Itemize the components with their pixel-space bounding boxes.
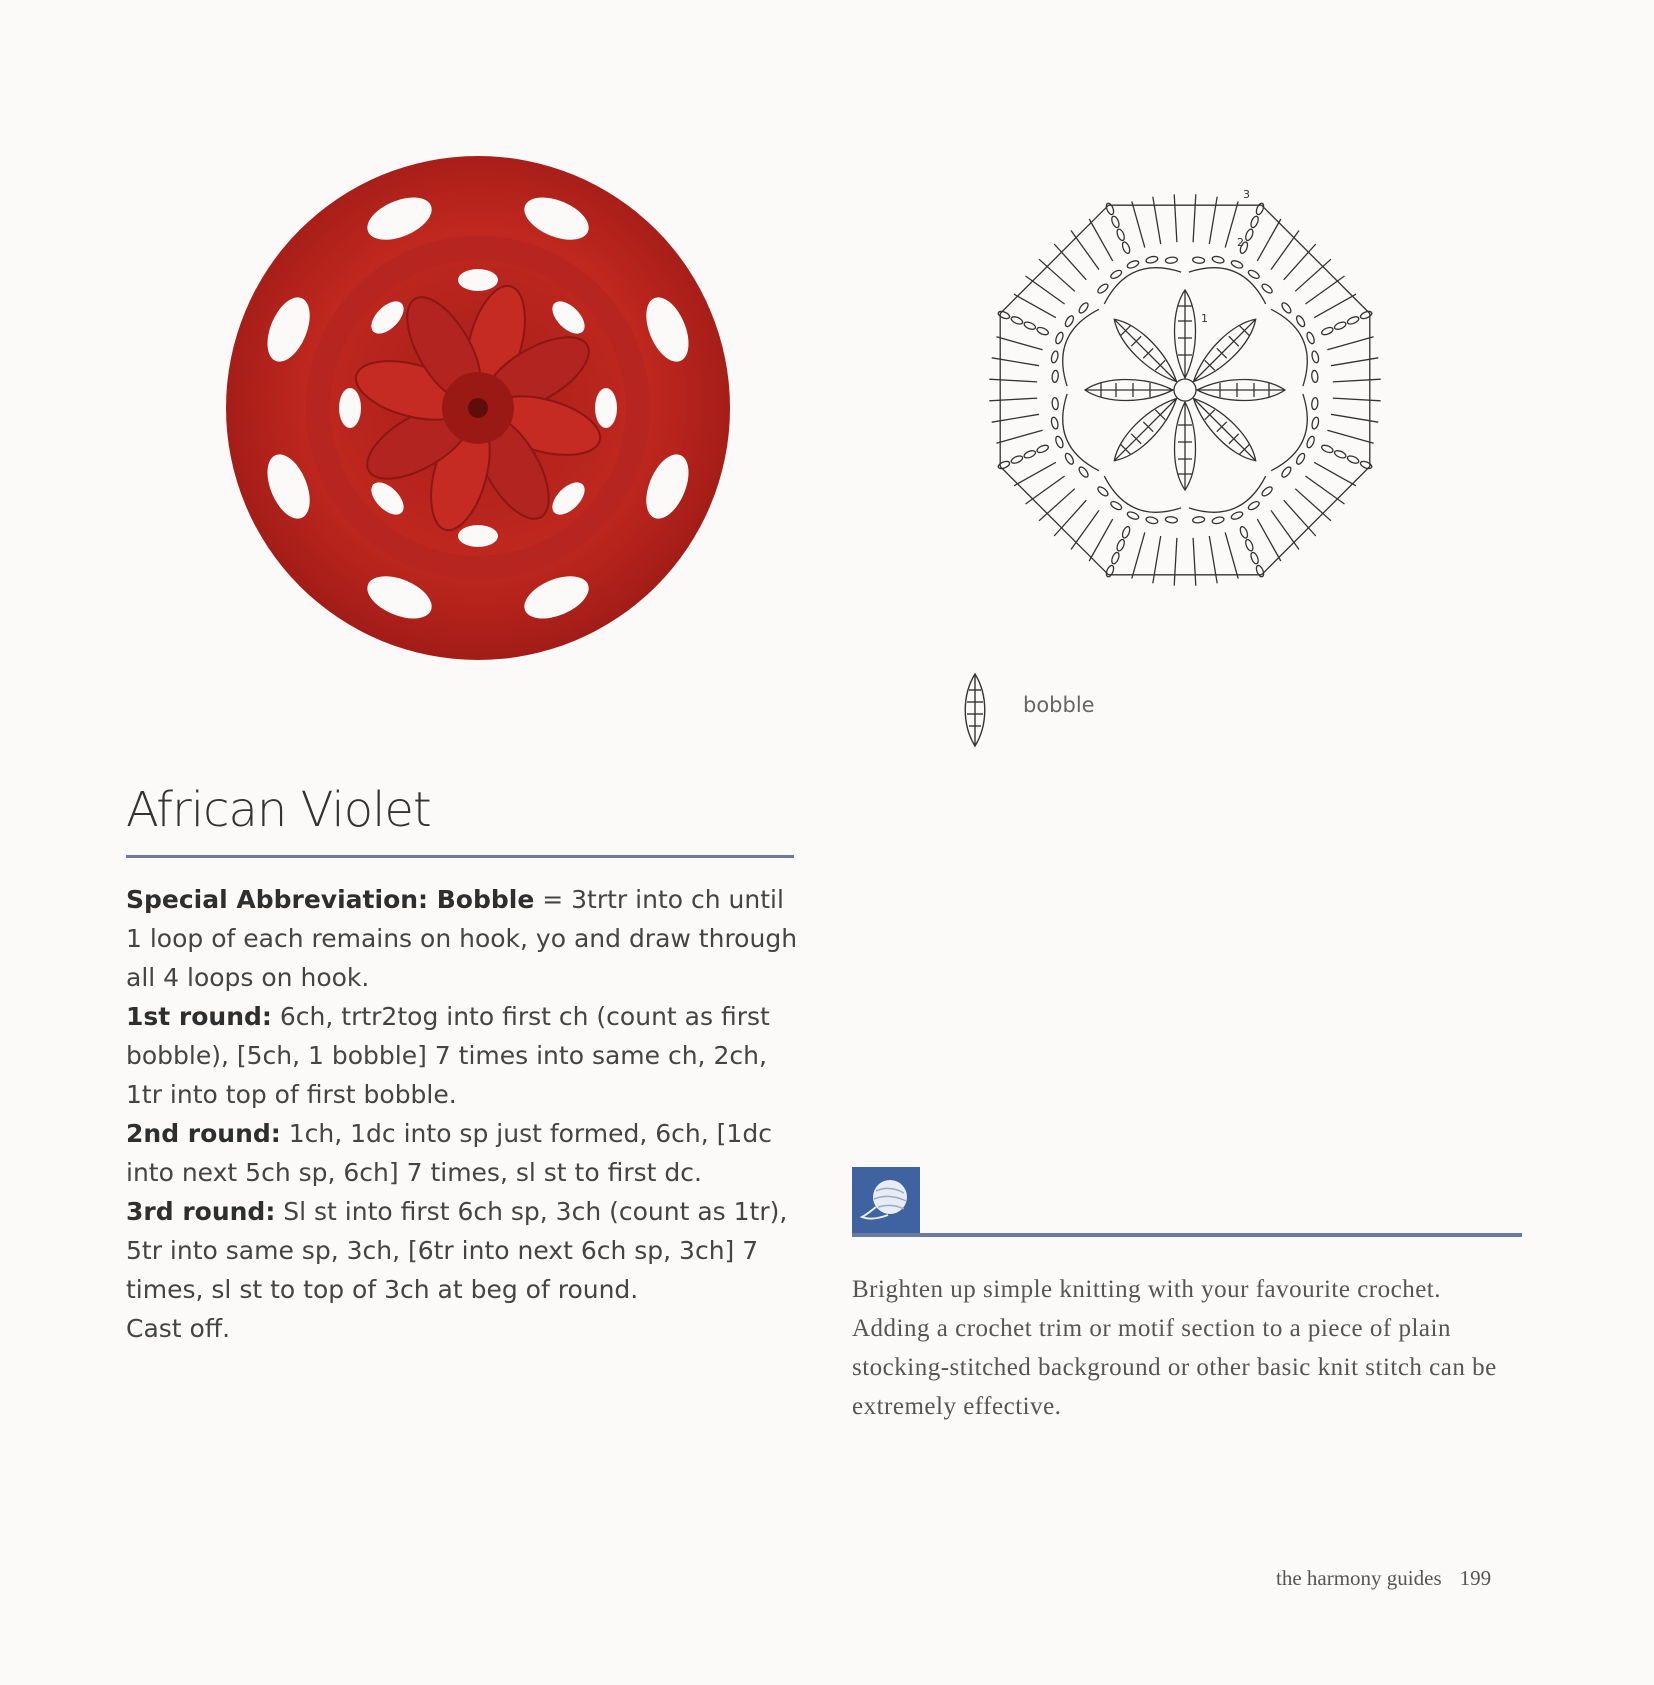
title-divider (126, 855, 794, 858)
round2-label: 2nd round: (126, 1119, 281, 1148)
round-1 (126, 997, 806, 1114)
round-label-1: 1 (1201, 312, 1208, 325)
round-label-3: 3 (1243, 188, 1250, 201)
tip-divider-left (852, 1233, 920, 1237)
round3-label: 3rd round: (126, 1197, 276, 1226)
series-name: the harmony guides (1276, 1566, 1442, 1590)
pattern-title: African Violet (126, 782, 431, 838)
special-abbreviation (126, 880, 806, 997)
round-label-2: 2 (1237, 236, 1244, 249)
cast-off: Cast off. (126, 1314, 231, 1343)
tip-text: Brighten up simple knitting with your favourite crochet. Adding a crochet trim or motif section to a piece of plain stocking-stitched background or other basic knit stitch can be extremely effective. (852, 1276, 1497, 1420)
pattern-instructions (126, 880, 806, 1348)
round1-text: 6ch, trtr2tog into first ch (count as first bobble), [5ch, 1 bobble] 7 times into same ch, 2ch, 1tr into top of first bobble. (126, 1002, 770, 1109)
yarn-ball-icon (852, 1167, 920, 1235)
round-2 (126, 1114, 806, 1192)
page-number: 199 (1459, 1566, 1492, 1590)
round3-text: Sl st into first 6ch sp, 3ch (count as 1tr), 5tr into same sp, 3ch, [6tr into next 6ch sp, 3ch] 7 times, sl st to top of 3ch at beg of round. (126, 1197, 788, 1304)
legend-label: bobble (1023, 693, 1095, 717)
crochet-chart-diagram (950, 155, 1420, 625)
tip-divider (920, 1233, 1522, 1237)
abbrev-label: Special Abbreviation: Bobble (126, 885, 535, 914)
crochet-motif-photo (210, 150, 750, 670)
round-3 (126, 1192, 806, 1309)
round2-text: 1ch, 1dc into sp just formed, 6ch, [1dc into next 5ch sp, 6ch] 7 times, sl st to first dc. (126, 1119, 772, 1187)
round1-label: 1st round: (126, 1002, 272, 1031)
abbrev-text: = 3trtr into ch until 1 loop of each remains on hook, yo and draw through all 4 loops on hook. (126, 885, 798, 992)
bobble-symbol-icon (960, 670, 990, 750)
page-footer (1276, 1566, 1491, 1591)
